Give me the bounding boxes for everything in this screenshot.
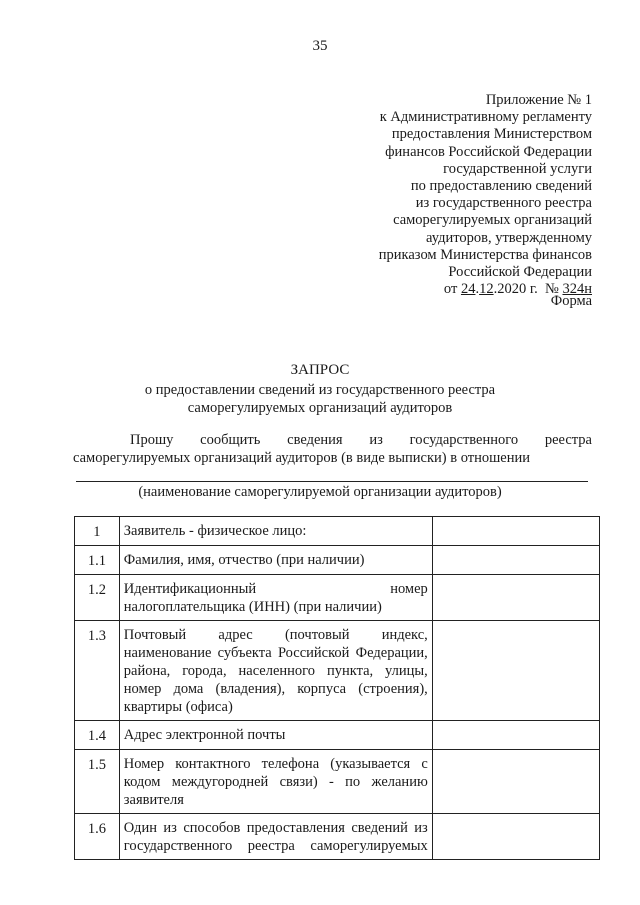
request-word: реестра xyxy=(544,432,592,448)
appendix-line: приказом Министерства финансов xyxy=(378,246,592,263)
request-word: государственного xyxy=(409,432,519,448)
table-row xyxy=(75,546,600,575)
document-subtitle xyxy=(0,381,640,417)
table-row xyxy=(75,575,600,621)
appendix-date-line: от 24.12.2020 г. № 324н xyxy=(443,281,592,298)
table-row xyxy=(75,721,600,750)
row-number: 1.5 xyxy=(75,750,120,814)
desc-line: Фамилия, имя, отчество (при наличии) xyxy=(123,552,365,568)
request-word: сообщить xyxy=(200,432,261,448)
row-value-cell[interactable] xyxy=(432,621,599,721)
desc-line: района, города, населенного пункта, улицы, xyxy=(123,663,428,679)
document-title: ЗАПРОС xyxy=(290,362,350,378)
row-value-cell[interactable] xyxy=(432,814,599,860)
appendix-line: по предоставлению сведений xyxy=(410,178,592,195)
row-number: 1.6 xyxy=(75,814,120,860)
table-row xyxy=(75,750,600,814)
table-row xyxy=(75,517,600,546)
appendix-line: из государственного реестра xyxy=(415,195,592,212)
desc-line: Почтовый адрес (почтовый индекс, xyxy=(123,627,428,643)
request-text-line-2: саморегулируемых организаций аудиторов (в виде выписки) в отношении xyxy=(73,450,530,466)
row-number: 1.1 xyxy=(75,546,120,575)
organization-name-blank[interactable] xyxy=(76,481,588,482)
appendix-line: Приложение № 1 xyxy=(485,92,592,108)
number-sign: № xyxy=(545,281,559,298)
row-value-cell[interactable] xyxy=(432,750,599,814)
row-number: 1.3 xyxy=(75,621,120,721)
appendix-line: Российской Федерации xyxy=(448,264,592,281)
request-word: сведения xyxy=(287,432,343,448)
appendix-line: саморегулируемых организаций xyxy=(393,212,592,229)
desc-line: наименование субъекта Российской Федерации, xyxy=(123,645,428,661)
table-row xyxy=(75,621,600,721)
appendix-line: к Административному регламенту xyxy=(379,109,592,126)
row-description xyxy=(119,814,432,860)
appendix-line: аудиторов, утвержденному xyxy=(426,229,592,246)
row-value-cell[interactable] xyxy=(432,546,599,575)
order-number: 324н xyxy=(562,281,592,298)
desc-line: Один из способов предоставления сведений из xyxy=(123,820,428,836)
date-month: 12 xyxy=(479,281,494,298)
row-description xyxy=(119,517,432,546)
row-value-cell[interactable] xyxy=(432,575,599,621)
desc-line: Адрес электронной почты xyxy=(123,727,286,743)
row-description xyxy=(119,750,432,814)
row-number: 1.2 xyxy=(75,575,120,621)
desc-line: Номер контактного телефона (указывается с xyxy=(123,756,428,772)
organization-name-caption: (наименование саморегулируемой организации аудиторов) xyxy=(138,484,502,500)
desc-line: государственного реестра саморегулируемых xyxy=(123,838,428,854)
appendix-line: финансов Российской Федерации xyxy=(385,143,592,160)
row-number: 1.4 xyxy=(75,721,120,750)
desc-line: номер дома (владения), корпуса (строения), xyxy=(123,681,428,697)
request-text-line-1 xyxy=(130,432,592,449)
request-word: из xyxy=(369,432,383,448)
page-number: 35 xyxy=(312,38,328,54)
request-word: Прошу xyxy=(130,432,174,448)
appendix-line: предоставления Министерством xyxy=(391,126,592,143)
date-year: .2020 г. xyxy=(493,281,538,298)
desc-line: квартиры (офиса) xyxy=(123,699,233,715)
row-description xyxy=(119,721,432,750)
desc-line: заявителя xyxy=(123,792,184,808)
subtitle-line: о предоставлении сведений из государственного реестра xyxy=(144,382,496,398)
applicant-table xyxy=(74,516,600,860)
appendix-line: государственной услуги xyxy=(443,160,592,177)
row-value-cell[interactable] xyxy=(432,721,599,750)
date-prefix: от xyxy=(443,281,458,298)
table-row xyxy=(75,814,600,860)
row-value-cell[interactable] xyxy=(432,517,599,546)
appendix-block xyxy=(379,92,592,298)
subtitle-line: саморегулируемых организаций аудиторов xyxy=(187,400,453,416)
row-description xyxy=(119,575,432,621)
form-label: Форма xyxy=(550,293,592,309)
desc-line: Заявитель - физическое лицо: xyxy=(123,523,307,539)
desc-line: налогоплательщика (ИНН) (при наличии) xyxy=(123,599,382,615)
row-number: 1 xyxy=(75,517,120,546)
desc-line: Идентификационный номер xyxy=(123,581,428,597)
desc-line: кодом междугородней связи) - по желанию xyxy=(123,774,428,790)
row-description xyxy=(119,621,432,721)
date-day: 24 xyxy=(460,281,476,298)
row-description xyxy=(119,546,432,575)
